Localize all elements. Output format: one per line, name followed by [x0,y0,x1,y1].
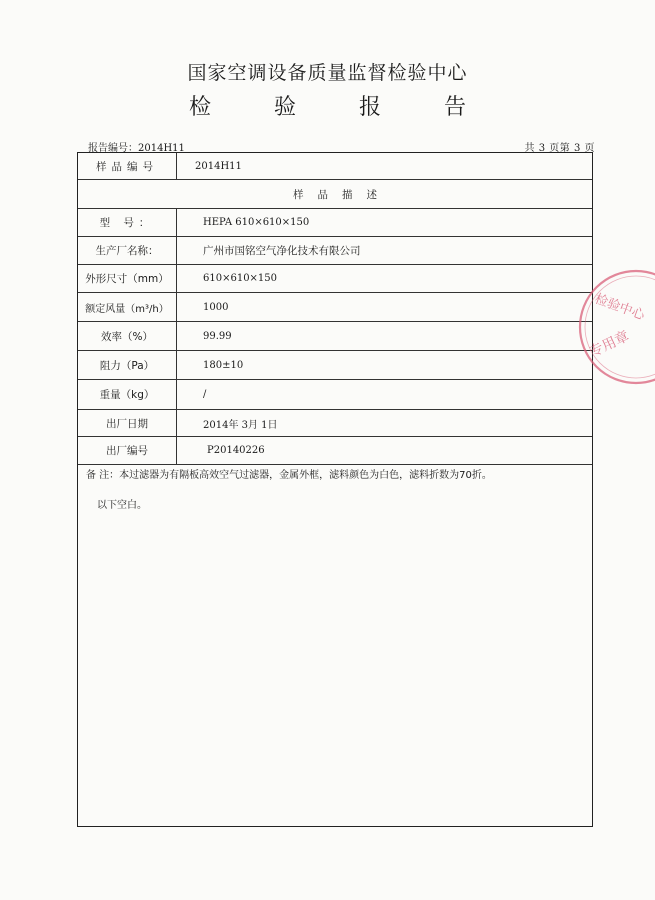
document-title: 检 验 报 告 [189,95,494,120]
section-header-row [78,180,592,209]
page-info: 共 3 页第 3 页 [524,143,595,154]
sample-number-value: 2014H11 [195,160,242,172]
row-value-weight: / [203,389,207,400]
row-label-efficiency: 效率（%） [78,322,177,350]
table-row [78,322,592,351]
sample-number-row [78,153,592,180]
row-label-airflow: 额定风量（m³/h） [78,293,177,321]
row-label-model: 型 号： [78,209,177,236]
official-seal-stamp [574,262,655,392]
row-label-manufacture-date: 出厂日期 [78,410,177,436]
svg-text:检验中心: 检验中心 [592,291,647,324]
row-label-serial-number: 出厂编号 [78,437,177,464]
organization-title: 国家空调设备质量监督检验中心 [187,62,468,84]
table-row [78,237,592,265]
row-value-serial-number: P20140226 [207,445,265,456]
row-value-manufacture-date: 2014年 3月 1日 [203,419,278,431]
table-row [78,351,592,380]
remarks-closing: 以下空白。 [97,500,147,511]
table-row [78,209,592,237]
row-value-resistance: 180±10 [203,359,244,371]
row-value-model: HEPA 610×610×150 [203,217,310,228]
table-row [78,437,592,465]
table-row [78,293,592,322]
row-label-manufacturer: 生产厂名称： [78,237,177,264]
sample-number-label: 样品编号 [78,153,177,179]
section-header: 样品描述 [293,188,391,201]
row-label-weight: 重量（kg） [78,380,177,409]
remarks-section [86,468,584,514]
row-label-dimensions: 外形尺寸（mm） [78,265,177,292]
row-value-manufacturer: 广州市国铭空气净化技术有限公司 [203,245,361,257]
report-number: 报告编号：2014H11 [88,143,185,154]
svg-text:专用章: 专用章 [586,328,632,361]
row-value-efficiency: 99.99 [203,330,232,342]
table-row [78,380,592,410]
row-value-dimensions: 610×610×150 [203,273,278,284]
report-table [77,152,593,827]
row-value-airflow: 1000 [203,301,229,313]
remarks-text: 备 注：本过滤器为有隔板高效空气过滤器，金属外框，滤料颜色为白色，滤料折数为70折。 [86,470,492,481]
table-row [78,410,592,437]
row-label-resistance: 阻力（Pa） [78,351,177,379]
table-row [78,265,592,293]
